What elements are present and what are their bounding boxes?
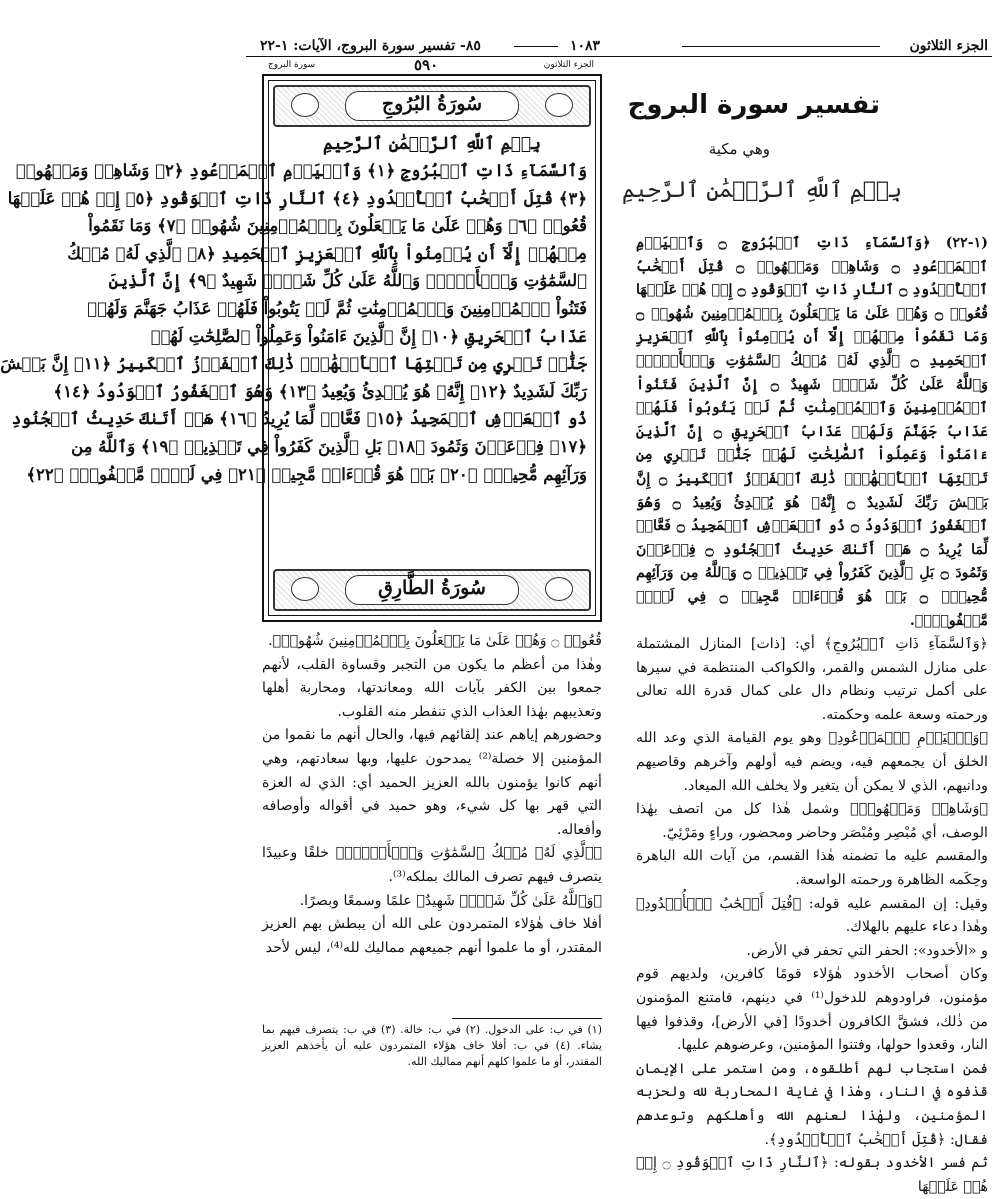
commentary-paragraph: وكان أصحاب الأخدود هٰؤلاء قومًا كافرين، ولديهم قوم مؤمنون، فراودوهم للدخول⁽¹⁾ في دينهم، فامتنع المؤمنون من ذٰلك، فشقَّ الكافرون أخدودًا [في الأرض]، وقذفوا فيها النار، وقعدوا حولها، وفتنوا المؤمنين، وعرضوهم عليها.	[636, 966, 989, 1054]
quran-top-surah: سورة البروج	[268, 60, 316, 70]
header-divider-left	[514, 46, 558, 47]
page-header	[240, 4, 998, 56]
commentary-paragraph: ﴿وَٱللَّهُ عَلَىٰ كُلِّ شَيۡءٖ شَهِيدٌ﴾ علمًا وسمعًا وبصرًا.	[299, 892, 602, 909]
quran-line: جَنَّٰتٞ تَجۡرِي مِن تَحۡتِهَا ٱلۡأَنۡهَٰرُۚ ذَٰلِكَ ٱلۡفَوۡزُ ٱلۡكَبِيرُ ﴿١١﴾ إِنَّ بَطۡشَ	[0, 354, 587, 374]
quran-line: وَرَآئِهِم مُّحِيطُۢ ﴿٢٠﴾ بَلۡ هُوَ قُرۡءَانٞ مَّجِيدٞ ﴿٢١﴾ فِي لَوۡحٖ مَّحۡفُوظِۭ ﴿٢٢﴾	[26, 464, 587, 484]
quran-page-frame	[0, 56, 602, 622]
commentary-paragraph: و «الأخدود»: الحفر التي تحفر في الأرض.	[746, 942, 988, 959]
banner-medallion-right	[545, 93, 573, 117]
commentary-paragraph: ثم فسر الأخدود بقوله: ﴿ٱلنَّارِ ذَاتِ ٱلۡوَقُودِ ۝ إِذۡ هُمۡ عَلَيۡهَا	[636, 1155, 988, 1195]
banner-medallion-left	[291, 93, 319, 117]
header-part-name: الجزء الثلاثون	[909, 38, 988, 54]
quran-line: ﴿٣﴾ قُتِلَ أَصۡحَٰبُ ٱلۡأُخۡدُودِ ﴿٤﴾ ٱلنَّارِ ذَاتِ ٱلۡوَقُودِ ﴿٥﴾ إِذۡ هُمۡ عَلَيۡهَا	[7, 188, 587, 208]
commentary-paragraph: أفلا خاف هٰؤلاء المتمردون على الله أن يبطش بهم العزيز المقتدر، أو ما علموا أنهم جميعهم مماليك لله⁽⁴⁾، ليس لأحد	[262, 916, 602, 956]
header-divider-right	[682, 46, 880, 47]
commentary-paragraph: وهٰذا من أعظم ما يكون من التجبر وقساوة القلب، لأنهم جمعوا بين الكفر بآيات الله ومعاندتها، ومحاربة أهلها وتعذيبهم بهٰذا العذاب الذي تنفطر منه القلوب.	[262, 656, 602, 720]
footnotes: (١) في ب: على الدخول. (٢) في ب: خالة. (٣) في ب: يتصرف فيهم بما يشاء. (٤) في ب: أفلا خاف هؤلاء المتمردون عليه أن يأخذهم العزيز المقتدر، أو ما علموا كلهم أنهم مماليك الله.	[262, 1023, 602, 1068]
commentary-paragraph: وقيل: إن المقسم عليه قوله: ﴿قُتِلَ أَصۡحَٰبُ ٱلۡأُخۡدُودِ﴾ وهٰذا دعاء عليهم بالهلاك.	[636, 895, 988, 936]
quran-page-inner	[0, 80, 596, 616]
commentary-paragraph: والمقسم عليه ما تضمنه هٰذا القسم، من آيات الله الباهرة وحِكَمه الظاهرة ورحمته الواسعة.	[636, 848, 988, 889]
header-rule	[246, 56, 992, 57]
quran-line: رَبِّكَ لَشَدِيدٌ ﴿١٢﴾ إِنَّهُۥ هُوَ يُبۡدِئُ وَيُعِيدُ ﴿١٣﴾ وَهُوَ ٱلۡغَفُورُ ٱلۡوَدُودُ ﴿١٤﴾	[53, 381, 587, 401]
quran-line: عَذَابُ ٱلۡحَرِيقِ ﴿١٠﴾ إِنَّ ٱلَّذِينَ ءَامَنُواْ وَعَمِلُواْ ٱلصَّٰلِحَٰتِ لَهُمۡ	[150, 326, 587, 346]
commentary-paragraph: ﴿وَٱلۡيَوۡمِ ٱلۡمَوۡعُودِ﴾ وهو يوم القيامة الذي وعد الله الخلق أن يجمعهم فيه، ويضم فيه أولهم وآخرهم وقاصيهم ودانيهم، الذي لا يمكن أن يتغير ولا يخلف الله الميعاد.	[636, 730, 988, 794]
commentary-paragraph: ﴿وَٱلسَّمَآءِ ذَاتِ ٱلۡبُرُوجِ﴾ أي: [ذات] المنازل المشتملة على منازل الشمس والقمر، والكواكب المنتظمة في سيرها على أكمل ترتيب ونظام دال على كمال قدرة الله تعالى ورحمته وسعة علمه وحكمته.	[636, 636, 988, 723]
next-surah-banner-title: سُورَةُ الطَّارِقِ	[345, 575, 519, 605]
next-surah-banner	[273, 569, 591, 611]
banner-medallion-right	[545, 577, 573, 601]
left-text-column	[262, 630, 602, 960]
quran-line: قُعُودٞ ﴿٦﴾ وَهُمۡ عَلَىٰ مَا يَفۡعَلُونَ بِٱلۡمُؤۡمِنِينَ شُهُودٞ ﴿٧﴾ وَمَا نَقَمُواْ	[88, 216, 587, 236]
banner-medallion-left	[291, 577, 319, 601]
quran-page-number: ٥٩٠	[414, 56, 439, 74]
quran-line: ﴿١٧﴾ فِرۡعَوۡنَ وَثَمُودَ ﴿١٨﴾ بَلِ ٱلَّذِينَ كَفَرُواْ فِي تَكۡذِيبٖ ﴿١٩﴾ وَٱللَّهُ مِن	[71, 436, 587, 456]
header-page-number: ١٠٨٣	[570, 38, 601, 54]
commentary-paragraph: قُعُودٞ ۝ وَهُمۡ عَلَىٰ مَا يَفۡعَلُونَ بِٱلۡمُؤۡمِنِينَ شُهُودٞ﴾.	[268, 633, 602, 649]
right-text-column	[636, 232, 988, 1199]
tafsir-basmala: بِسۡمِ ٱللَّهِ ٱلرَّحۡمَٰنِ ٱلرَّحِيمِ	[621, 178, 902, 203]
commentary-paragraph: فمن استجاب لهم أطلقوه، ومن استمر على الإيمان قذفوه في النار، وهٰذا في غاية المحاربة لله ولحزبه المؤمنين، ولهٰذا لعنهم الله وأهلكهم وتوعدهم فقال: ﴿قُتِلَ أَصۡحَٰبُ ٱلۡأُخۡدُودِ﴾.	[636, 1060, 988, 1148]
quran-line: فَتَنُواْ ٱلۡمُؤۡمِنِينَ وَٱلۡمُؤۡمِنَٰتِ ثُمَّ لَمۡ يَتُوبُواْ فَلَهُمۡ عَذَابُ جَهَنَّمَ وَلَهُمۡ	[87, 298, 587, 318]
tafsir-subtitle: وهي مكية	[708, 140, 770, 158]
quran-line: ٱلسَّمَٰوَٰتِ وَٱلۡأَرۡضِۚ وَٱللَّهُ عَلَىٰ كُلِّ شَيۡءٖ شَهِيدٌ ﴿٩﴾ إِنَّ ٱلَّذِينَ	[108, 271, 587, 291]
commentary-paragraph: ﴿وَشَاهِدٖ وَمَشۡهُودٖ﴾ وشمل هٰذا كل من اتصف بهٰذا الوصف، أي مُبْصِر ومُبْصَر وحاضر ومحضور، وراءٍ ومَرْئِيّ.	[636, 801, 988, 841]
surah-banner-title: سُورَةُ البُرُوجِ	[345, 91, 519, 121]
quran-top-part: الجزء الثلاثون	[543, 60, 594, 70]
commentary-paragraph: ﴿ٱلَّذِي لَهُۥ مُلۡكُ ٱلسَّمَٰوَٰتِ وَٱلۡأَرۡضِۚ﴾ خلقًا وعبيدًا يتصرف فيهم تصرف المالك بملكه⁽³⁾.	[262, 845, 602, 885]
tafsir-title: تفسير سورة البروج	[627, 90, 880, 120]
header-section-title: ٨٥- تفسير سورة البروج، الآيات: ١-٢٢	[260, 38, 481, 54]
footnote-rule	[452, 1018, 602, 1019]
quran-basmala: بِسۡمِ ٱللَّهِ ٱلرَّحۡمَٰنِ ٱلرَّحِيمِ	[323, 134, 541, 154]
verses-block: (١-٢٢) ﴿وَٱلسَّمَآءِ ذَاتِ ٱلۡبُرُوجِ ۝ وَٱلۡيَوۡمِ ٱلۡمَوۡعُودِ ۝ وَشَاهِدٖ وَمَشۡهُودٖ ۝ قُتِلَ أَصۡحَٰبُ ٱلۡأُخۡدُودِ ۝ ٱلنَّارِ ذَاتِ ٱلۡوَقُودِ ۝ إِذۡ هُمۡ عَلَيۡهَا قُعُودٞ ۝ وَهُمۡ عَلَىٰ مَا يَفۡعَلُونَ بِٱلۡمُؤۡمِنِينَ شُهُودٞ ۝ وَمَا نَقَمُواْ مِنۡهُمۡ إِلَّآ أَن يُؤۡمِنُواْ بِٱللَّهِ ٱلۡعَزِيزِ ٱلۡحَمِيدِ ۝ ٱلَّذِي لَهُۥ مُلۡكُ ٱلسَّمَٰوَٰتِ وَٱلۡأَرۡضِۚ وَٱللَّهُ عَلَىٰ كُلِّ شَيۡءٖ شَهِيدٌ ۝ إِنَّ ٱلَّذِينَ فَتَنُواْ ٱلۡمُؤۡمِنِينَ وَٱلۡمُؤۡمِنَٰتِ ثُمَّ لَمۡ يَتُوبُواْ فَلَهُمۡ عَذَابُ جَهَنَّمَ وَلَهُمۡ عَذَابُ ٱلۡحَرِيقِ ۝ إِنَّ ٱلَّذِينَ ءَامَنُواْ وَعَمِلُواْ ٱلصَّٰلِحَٰتِ لَهُمۡ جَنَّٰتٞ تَجۡرِي مِن تَحۡتِهَا ٱلۡأَنۡهَٰرُۚ ذَٰلِكَ ٱلۡفَوۡزُ ٱلۡكَبِيرُ ۝ إِنَّ بَطۡشَ رَبِّكَ لَشَدِيدٌ ۝ إِنَّهُۥ هُوَ يُبۡدِئُ وَيُعِيدُ ۝ وَهُوَ ٱلۡغَفُورُ ٱلۡوَدُودُ ۝ ذُو ٱلۡعَرۡشِ ٱلۡمَجِيدُ ۝ فَعَّالٞ لِّمَا يُرِيدُ ۝ هَلۡ أَتَىٰكَ حَدِيثُ ٱلۡجُنُودِ ۝ فِرۡعَوۡنَ وَثَمُودَ ۝ بَلِ ٱلَّذِينَ كَفَرُواْ فِي تَكۡذِيبٖ ۝ وَٱللَّهُ مِن وَرَآئِهِم مُّحِيطُۢ ۝ بَلۡ هُوَ قُرۡءَانٞ مَّجِيدٞ ۝ فِي لَوۡحٖ مَّحۡفُوظِۭ﴾.	[636, 235, 988, 629]
commentary-paragraph: وحضورهم إياهم عند إلقائهم فيها، والحال أنهم ما نقموا من المؤمنين إلا خصلة⁽²⁾ يمدحون عليها، وبها سعادتهم، وهي أنهم كانوا يؤمنون بالله العزيز الحميد أي: الذي له العزة التي قهر بها كل شيء، وهو حميد في أقواله وأوصافه وأفعاله.	[262, 727, 602, 838]
quran-line: وَٱلسَّمَآءِ ذَاتِ ٱلۡبُرُوجِ ﴿١﴾ وَٱلۡيَوۡمِ ٱلۡمَوۡعُودِ ﴿٢﴾ وَشَاهِدٖ وَمَشۡهُودٖ	[15, 161, 587, 180]
quran-line: ذُو ٱلۡعَرۡشِ ٱلۡمَجِيدُ ﴿١٥﴾ فَعَّالٞ لِّمَا يُرِيدُ ﴿١٦﴾ هَلۡ أَتَىٰكَ حَدِيثُ ٱلۡجُنُودِ	[11, 409, 587, 429]
surah-banner	[273, 85, 591, 127]
quran-line: مِنۡهُمۡ إِلَّآ أَن يُؤۡمِنُواْ بِٱللَّهِ ٱلۡعَزِيزِ ٱلۡحَمِيدِ ﴿٨﴾ ٱلَّذِي لَهُۥ مُلۡكُ	[67, 243, 587, 263]
